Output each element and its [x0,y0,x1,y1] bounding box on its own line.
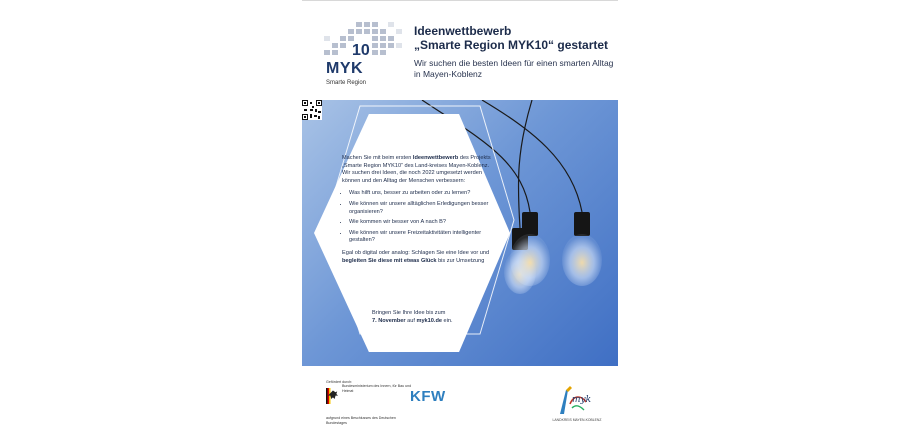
county-logo-icon [552,384,592,420]
list-item: • Was hilft uns, besser zu arbeiten oder zu lernen? [349,190,492,198]
intro-paragraph: Machen Sie mit beim ersten Ideenwettbewerb des Projekts „Smarte Region MYK10“ des Land-kreises Mayen-Koblenz. Wir suchen drei Ideen, die noch 2022 umgesetzt werden können und den Alltag der Menschen verbessern: [342,155,491,184]
page-subtitle: Wir suchen die besten Ideen für einen smarten Alltag in Mayen-Koblenz [414,58,614,79]
logo-subtitle: Smarte Region [326,80,367,86]
title-line-1: Ideenwettbewerb [414,24,512,38]
question-list [342,190,492,245]
bundestag-resolution: aufgrund eines Beschlusses des Deutschen Bundestages [326,416,396,425]
lightbulb-photo [302,100,618,366]
website-link[interactable]: myk10.de [416,317,442,324]
list-item: • Wie können wir unsere alltäglichen Erledigungen besser organisieren? [349,201,492,216]
page-title [414,24,614,52]
svg-text:myk: myk [572,395,592,405]
divider [302,0,618,1]
list-item: • Wie können wir unsere Freizeitaktivitäten intelligenter gestalten? [349,230,492,245]
call-to-action: Bringen Sie Ihre Idee bis zum 7. November auf myk10.de ein. [372,310,453,324]
closing-paragraph: Egal ob digital oder analog: Schlagen Sie eine Idee vor und begleiten Sie diese mit etwas Glück bis zur Umsetzung [342,249,490,264]
flyer-page [302,0,618,438]
title-line-2: „Smarte Region MYK10“ gestartet [414,38,609,52]
county-name: LANDKREIS MAYEN-KOBLENZ [552,418,602,422]
federal-eagle-icon [326,388,340,404]
sponsor-label: Gefördert durch: [326,380,353,384]
logo-number: 10 [352,42,370,59]
kfw-logo: KFW [410,388,446,405]
myk10-logo [322,20,412,90]
list-item: • Wie kommen wir besser von A nach B? [349,219,492,227]
intro-text-block [342,155,492,270]
ministry-name: Bundesministerium des Innern, für Bau und Heimat [342,384,412,393]
qr-code-icon[interactable] [302,100,322,120]
logo-wordmark: MYK [326,60,364,77]
